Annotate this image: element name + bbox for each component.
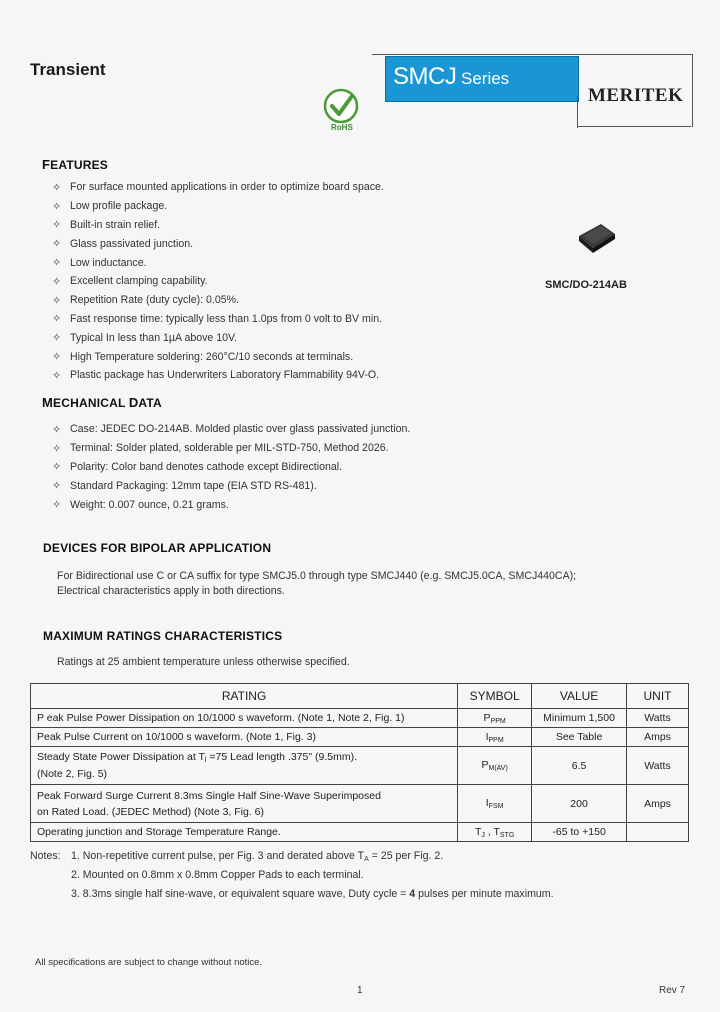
list-item: ✧ Low inductance. — [52, 256, 147, 270]
list-item: ✧ Repetition Rate (duty cycle): 0.05%. — [52, 294, 239, 307]
col-value: VALUE — [532, 684, 627, 709]
doc-title: Transient — [30, 60, 106, 79]
list-item: ✧ Terminal: Solder plated, solderable per MIL-STD-750, Method 2026. — [52, 442, 389, 455]
brand-underline — [577, 126, 691, 127]
table-row: Operating junction and Storage Temperature Range. $T_J$ , $T_{STG}$ -65 to +150 — [31, 823, 689, 842]
ratings-intro: Ratings at 25 ambient temperature unless otherwise specified. — [57, 656, 350, 668]
star-bullet-icon: ✧ — [52, 442, 62, 455]
list-item: ✧ Polarity: Color band denotes cathode except Bidirectional. — [52, 460, 343, 474]
star-bullet-icon: ✧ — [52, 351, 62, 364]
note-1: 1. Non-repetitive current pulse, per Fig. 3 and derated above $T_A = 25$ per Fig. 2. — [71, 850, 444, 863]
list-item: ✧ Weight: 0.007 ounce, 0.21 grams. — [52, 498, 229, 512]
list-item: ✧ Built-in strain relief. — [52, 218, 161, 232]
table-header-row — [31, 684, 689, 709]
star-bullet-icon: ✧ — [52, 200, 62, 213]
list-item: ✧ Fast response time: typically less than 1.0ps from 0 volt to BV min. — [52, 312, 383, 326]
star-bullet-icon: ✧ — [52, 461, 62, 474]
page-number: 1 — [357, 985, 363, 996]
list-item: ✧ Case: JEDEC DO-214AB. Molded plastic over glass passivated junction. — [52, 423, 411, 436]
brand-divider — [577, 96, 578, 128]
table-row: P eak Pulse Power Dissipation on 10/1000 s waveform. (Note 1, Note 2, Fig. 1) $P_{PPM}$ Minimum 1,500 Watts — [31, 709, 689, 728]
star-bullet-icon: ✧ — [52, 423, 62, 436]
bipolar-heading: DEVICES FOR BIPOLAR APPLICATION — [43, 541, 272, 555]
list-item: ✧ High Temperature soldering: 260°C/10 seconds at terminals. — [52, 350, 354, 364]
ratings-heading: MAXIMUM RATINGS CHARACTERISTICS — [43, 629, 283, 643]
features-list — [52, 178, 384, 385]
ratings-table — [30, 683, 689, 842]
col-rating: RATING — [31, 684, 458, 709]
series-main: SMCJ — [393, 63, 457, 90]
package-label: SMC/DO-214AB — [545, 279, 627, 291]
series-box — [385, 56, 579, 102]
series-sub: Series — [461, 69, 510, 88]
col-unit: UNIT — [627, 684, 689, 709]
star-bullet-icon: ✧ — [52, 369, 62, 382]
list-item: ✧ Excellent clamping capability. — [52, 275, 208, 288]
disclaimer: All specifications are subject to change without notice. — [35, 957, 263, 968]
list-item: ✧ Typical In less than 1µA above 10V. — [52, 331, 238, 345]
table-row: Steady State Power Dissipation at $T_l =75$ Lead length .375" (9.5mm). (Note 2, Fig. 5) $P_{M(AV)}$ 6.5 Watts — [31, 747, 689, 785]
star-bullet-icon: ✧ — [52, 313, 62, 326]
col-symbol: SYMBOL — [458, 684, 532, 709]
table-row: Peak Pulse Current on 10/1000 s waveform. (Note 1, Fig. 3) $I_{PPM}$ See Table Amps — [31, 728, 689, 747]
list-item: ✧ Low profile package. — [52, 200, 168, 213]
note-3: 3. 8.3ms single half sine-wave, or equivalent square wave, Duty cycle = 4 pulses per minute maximum. — [71, 888, 554, 900]
list-item: ✧ Plastic package has Underwriters Laboratory Flammability 94V-O. — [52, 369, 380, 382]
rohs-label: RoHS — [331, 123, 353, 132]
list-item: ✧ For surface mounted applications in order to optimize board space. — [52, 181, 384, 194]
star-bullet-icon: ✧ — [52, 275, 62, 288]
package-icon — [575, 222, 619, 261]
notes-label: Notes: — [30, 850, 61, 862]
brand-name: MERITEK — [588, 85, 684, 106]
features-heading: FEATURES — [42, 157, 109, 172]
star-bullet-icon: ✧ — [52, 294, 62, 307]
star-bullet-icon: ✧ — [52, 257, 62, 270]
mechanical-heading: MECHANICAL DATA — [42, 395, 162, 410]
note-2: 2. Mounted on 0.8mm x 0.8mm Copper Pads to each terminal. — [71, 869, 364, 881]
list-item: ✧ Standard Packaging: 12mm tape (EIA STD RS-481). — [52, 479, 317, 493]
revision: Rev 7 — [659, 985, 686, 996]
bipolar-line-1: For Bidirectional use C or CA suffix for type SMCJ5.0 through type SMCJ440 (e.g. SMCJ5.0CA, SMCJ440CA); — [57, 570, 577, 582]
table-row: Peak Forward Surge Current 8.3ms Single Half Sine-Wave Superimposed on Rated Load. (JEDEC Method) (Note 3, Fig. 6) $I_{FSM}$ 200 Amps — [31, 785, 689, 823]
bipolar-line-2: Electrical characteristics apply in both directions. — [57, 585, 285, 597]
star-bullet-icon: ✧ — [52, 332, 62, 345]
star-bullet-icon: ✧ — [52, 219, 62, 232]
star-bullet-icon: ✧ — [52, 499, 62, 512]
star-bullet-icon: ✧ — [52, 238, 62, 251]
star-bullet-icon: ✧ — [52, 181, 62, 194]
list-item: ✧ Glass passivated junction. — [52, 237, 194, 251]
mechanical-list — [52, 420, 410, 514]
star-bullet-icon: ✧ — [52, 480, 62, 493]
